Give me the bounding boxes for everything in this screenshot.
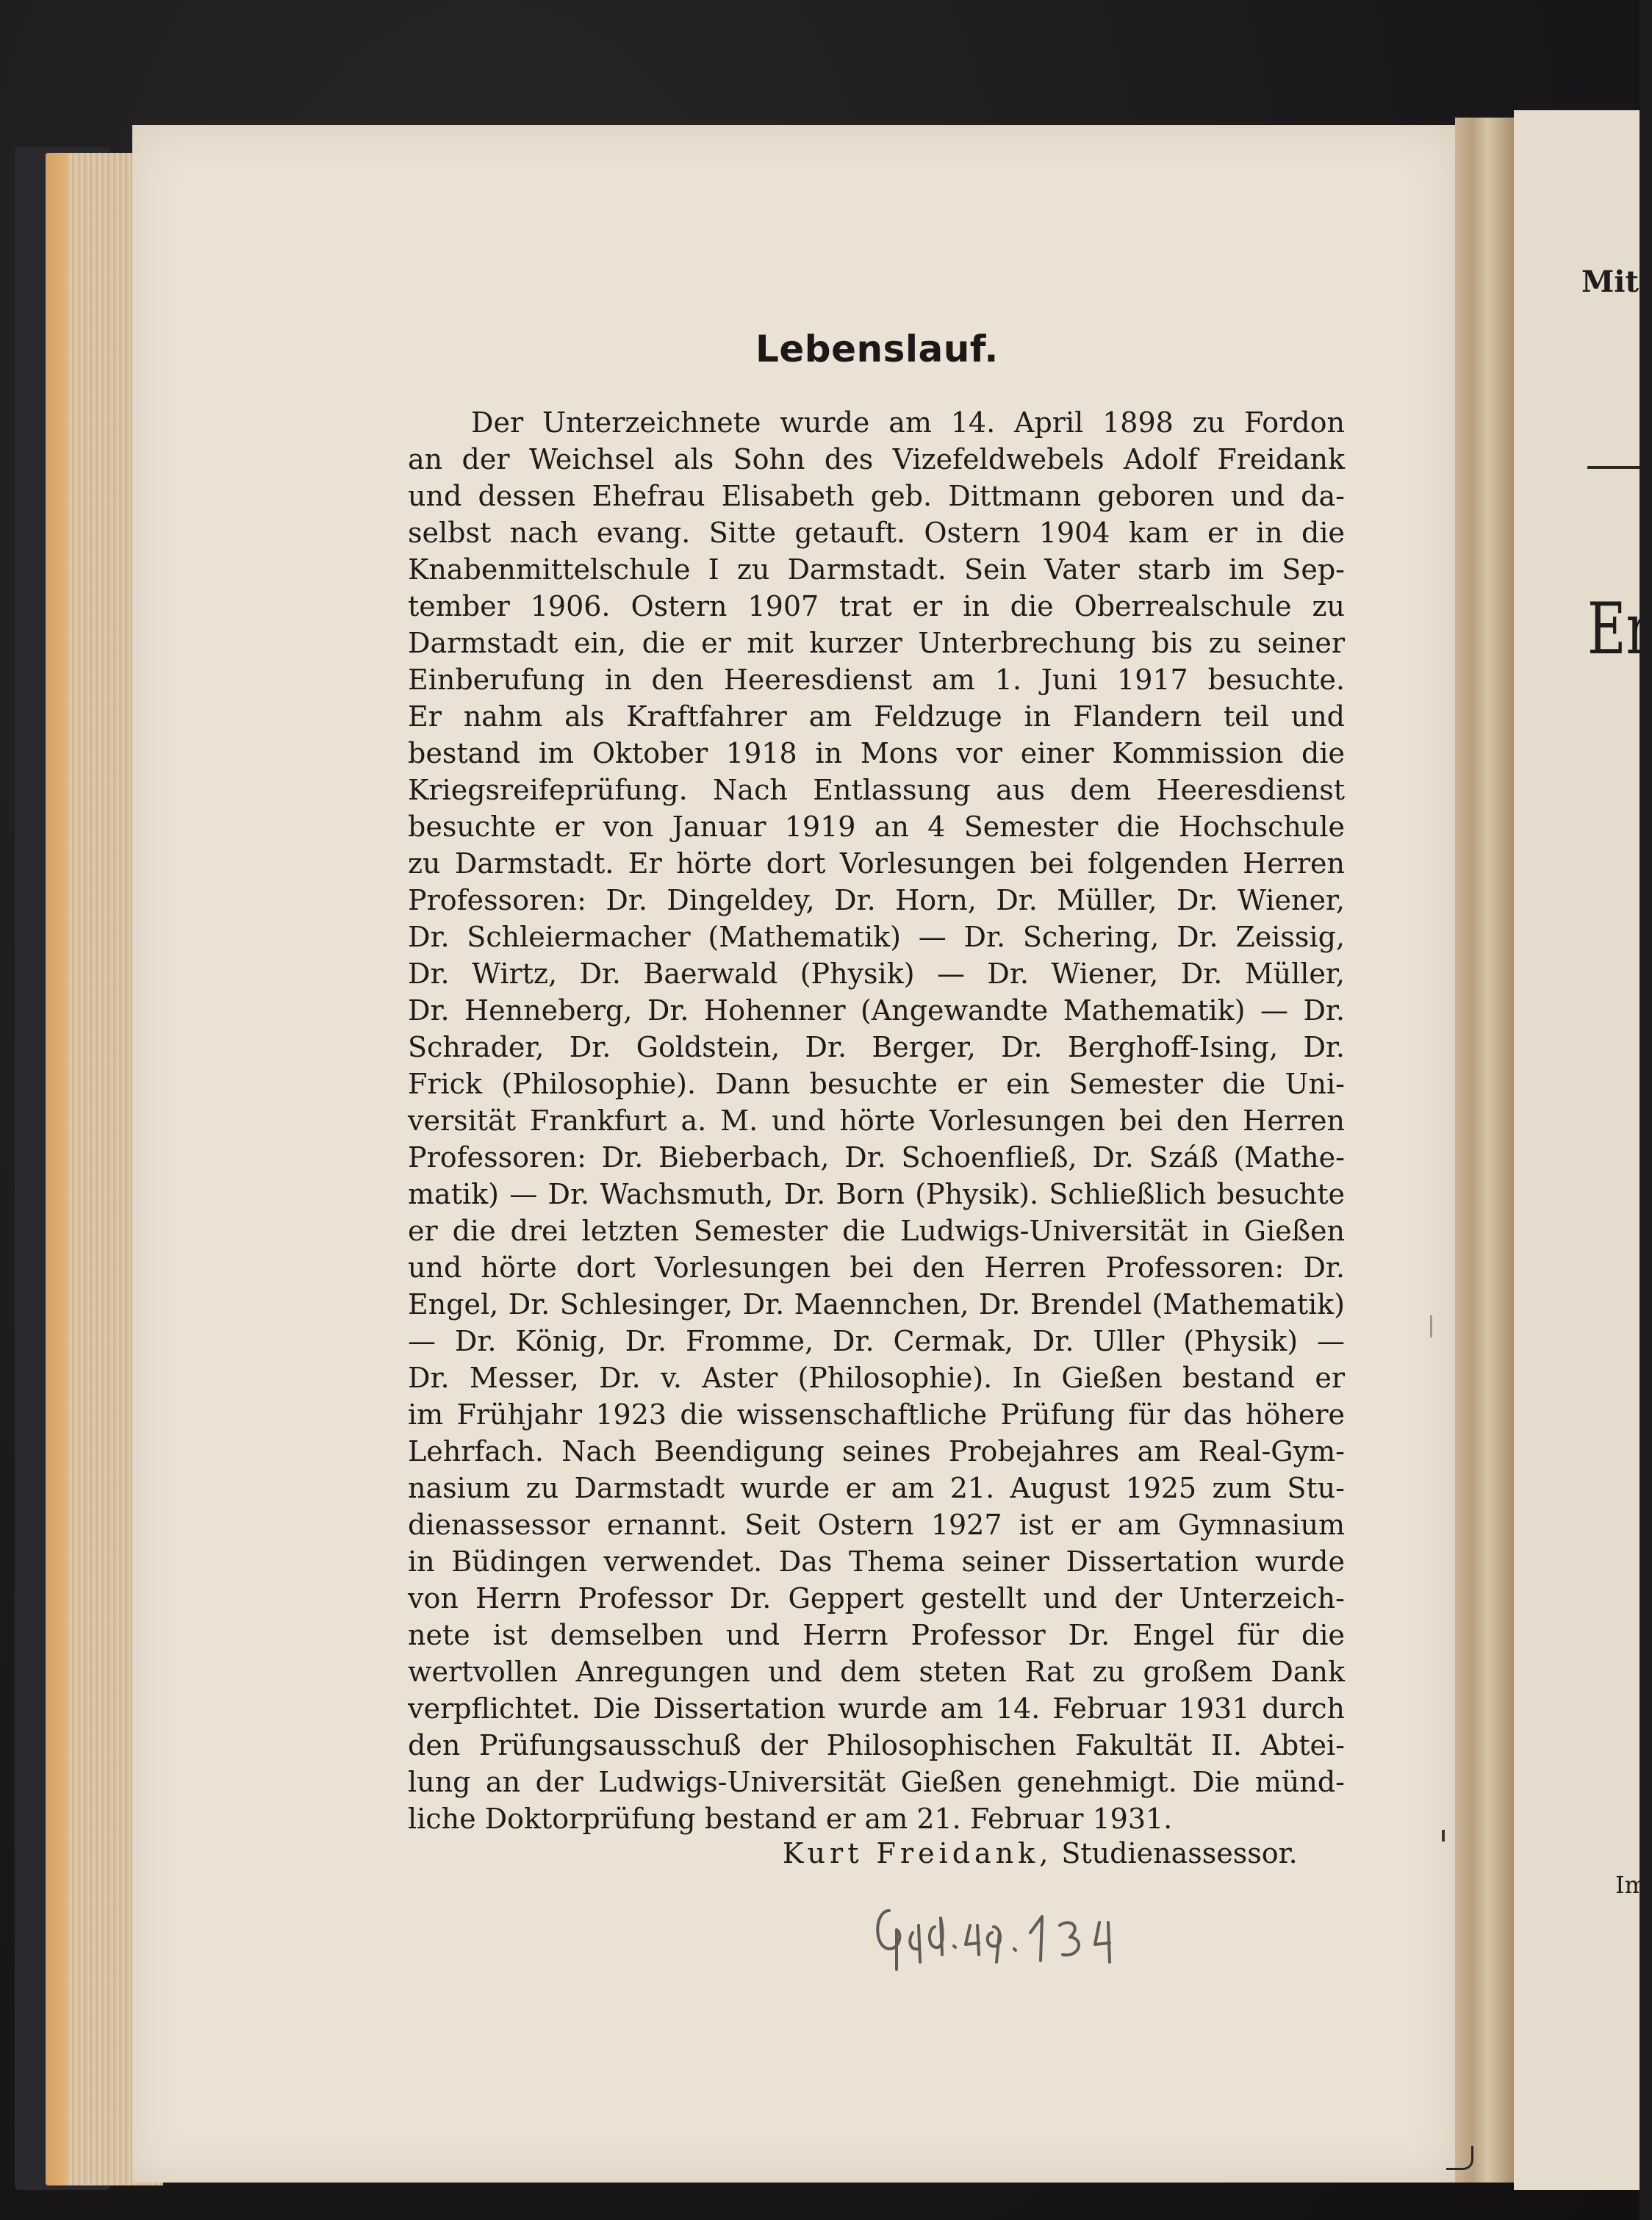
adjacent-page-fragment-large: Er [1587, 588, 1651, 670]
text-line: nete ist demselben und Herrn Professor Dr. Engel für die [408, 1619, 1345, 1651]
text-line: wertvollen Anregungen und dem steten Rat zu großem Dank [408, 1656, 1345, 1688]
text-line: verpflichtet. Die Dissertation wurde am 14. Februar 1931 durch [408, 1692, 1345, 1725]
text-line: selbst nach evang. Sitte getauft. Ostern 1904 kam er in die [408, 517, 1345, 549]
margin-mark [1430, 1315, 1432, 1337]
signature-title: Studienassessor. [1052, 1837, 1298, 1869]
text-line: Engel, Dr. Schlesinger, Dr. Maennchen, Dr. Brendel (Mathematik) [408, 1288, 1345, 1321]
text-line: Professoren: Dr. Dingeldey, Dr. Horn, Dr. Müller, Dr. Wiener, [408, 884, 1345, 916]
signature [783, 1837, 1298, 1869]
text-line: Einberufung in den Heeresdienst am 1. Juni 1917 besuchte. [408, 664, 1345, 696]
text-line: Lehrfach. Nach Beendigung seines Probejahres am Real-Gym- [408, 1435, 1345, 1468]
adjacent-page [1514, 110, 1652, 2190]
text-line: von Herrn Professor Dr. Geppert gestellt und der Unterzeich- [408, 1582, 1345, 1614]
adjacent-page-fragment-bottom: Im [1615, 1871, 1647, 1899]
text-line: Dr. Messer, Dr. v. Aster (Philosophie). In Gießen bestand er [408, 1362, 1345, 1394]
text-line: lung an der Ludwigs-Universität Gießen genehmigt. Die münd- [408, 1766, 1345, 1798]
text-line: — Dr. König, Dr. Fromme, Dr. Cermak, Dr. Uller (Physik) — [408, 1325, 1345, 1357]
book-gutter [1455, 118, 1514, 2183]
text-line: Kriegsreifeprüfung. Nach Entlassung aus dem Heeresdienst [408, 774, 1345, 806]
text-line: dienassessor ernannt. Seit Ostern 1927 ist er am Gymnasium [408, 1509, 1345, 1541]
text-line: den Prüfungsausschuß der Philosophischen Fakultät II. Abtei- [408, 1729, 1345, 1761]
text-line: Der Unterzeichnete wurde am 14. April 1898 zu Fordon [471, 406, 1345, 439]
adjacent-page-rule [1587, 466, 1640, 469]
text-line: Knabenmittelschule I zu Darmstadt. Sein Vater starb im Sep- [408, 553, 1345, 586]
text-line: Dr. Wirtz, Dr. Baerwald (Physik) — Dr. Wiener, Dr. Müller, [408, 958, 1345, 990]
text-line: und hörte dort Vorlesungen bei den Herren Professoren: Dr. [408, 1251, 1345, 1284]
text-line: zu Darmstadt. Er hörte dort Vorlesungen bei folgenden Herren [408, 847, 1345, 880]
text-line: er die drei letzten Semester die Ludwigs-Universität in Gießen [408, 1215, 1345, 1247]
text-line: besuchte er von Januar 1919 an 4 Semester die Hochschule [408, 811, 1345, 843]
text-line: matik) — Dr. Wachsmuth, Dr. Born (Physik). Schließlich besuchte [408, 1178, 1345, 1210]
text-line: und dessen Ehefrau Elisabeth geb. Dittmann geboren und da- [408, 480, 1345, 512]
text-line: Schrader, Dr. Goldstein, Dr. Berger, Dr. Berghoff-Ising, Dr. [408, 1031, 1345, 1063]
text-line: Frick (Philosophie). Dann besuchte er ein Semester die Uni- [408, 1068, 1345, 1100]
handwritten-shelfmark [867, 1881, 1176, 1984]
text-line: im Frühjahr 1923 die wissenschaftliche Prüfung für das höhere [408, 1398, 1345, 1431]
text-line: bestand im Oktober 1918 in Mons vor einer Kommission die [408, 737, 1345, 769]
text-line: Er nahm als Kraftfahrer am Feldzuge in Flandern teil und [408, 700, 1345, 733]
margin-tick [1442, 1830, 1445, 1842]
text-line: versität Frankfurt a. M. und hörte Vorlesungen bei den Herren [408, 1104, 1345, 1137]
text-line: an der Weichsel als Sohn des Vizefeldwebels Adolf Freidank [408, 443, 1345, 475]
signature-name: Kurt Freidank, [783, 1837, 1053, 1869]
corner-pencil-mark [1446, 2146, 1473, 2170]
text-line: in Büdingen verwendet. Das Thema seiner Dissertation wurde [408, 1545, 1345, 1578]
page-edge-color-band [46, 153, 68, 2185]
text-line: nasium zu Darmstadt wurde er am 21. August 1925 zum Stu- [408, 1472, 1345, 1504]
text-line: Dr. Henneberg, Dr. Hohenner (Angewandte Mathematik) — Dr. [408, 994, 1345, 1027]
text-line: Dr. Schleiermacher (Mathematik) — Dr. Schering, Dr. Zeissig, [408, 921, 1345, 953]
adjacent-page-fragment-top: Mitt [1581, 265, 1652, 299]
page-title: Lebenslauf. [755, 328, 999, 370]
text-line: Darmstadt ein, die er mit kurzer Unterbrechung bis zu seiner [408, 627, 1345, 659]
text-line: liche Doktorprüfung bestand er am 21. Februar 1931. [408, 1803, 1173, 1835]
text-line: tember 1906. Ostern 1907 trat er in die Oberrealschule zu [408, 590, 1345, 622]
text-line: Professoren: Dr. Bieberbach, Dr. Schoenfließ, Dr. Száß (Mathe- [408, 1141, 1345, 1174]
body-text [408, 404, 1345, 1837]
